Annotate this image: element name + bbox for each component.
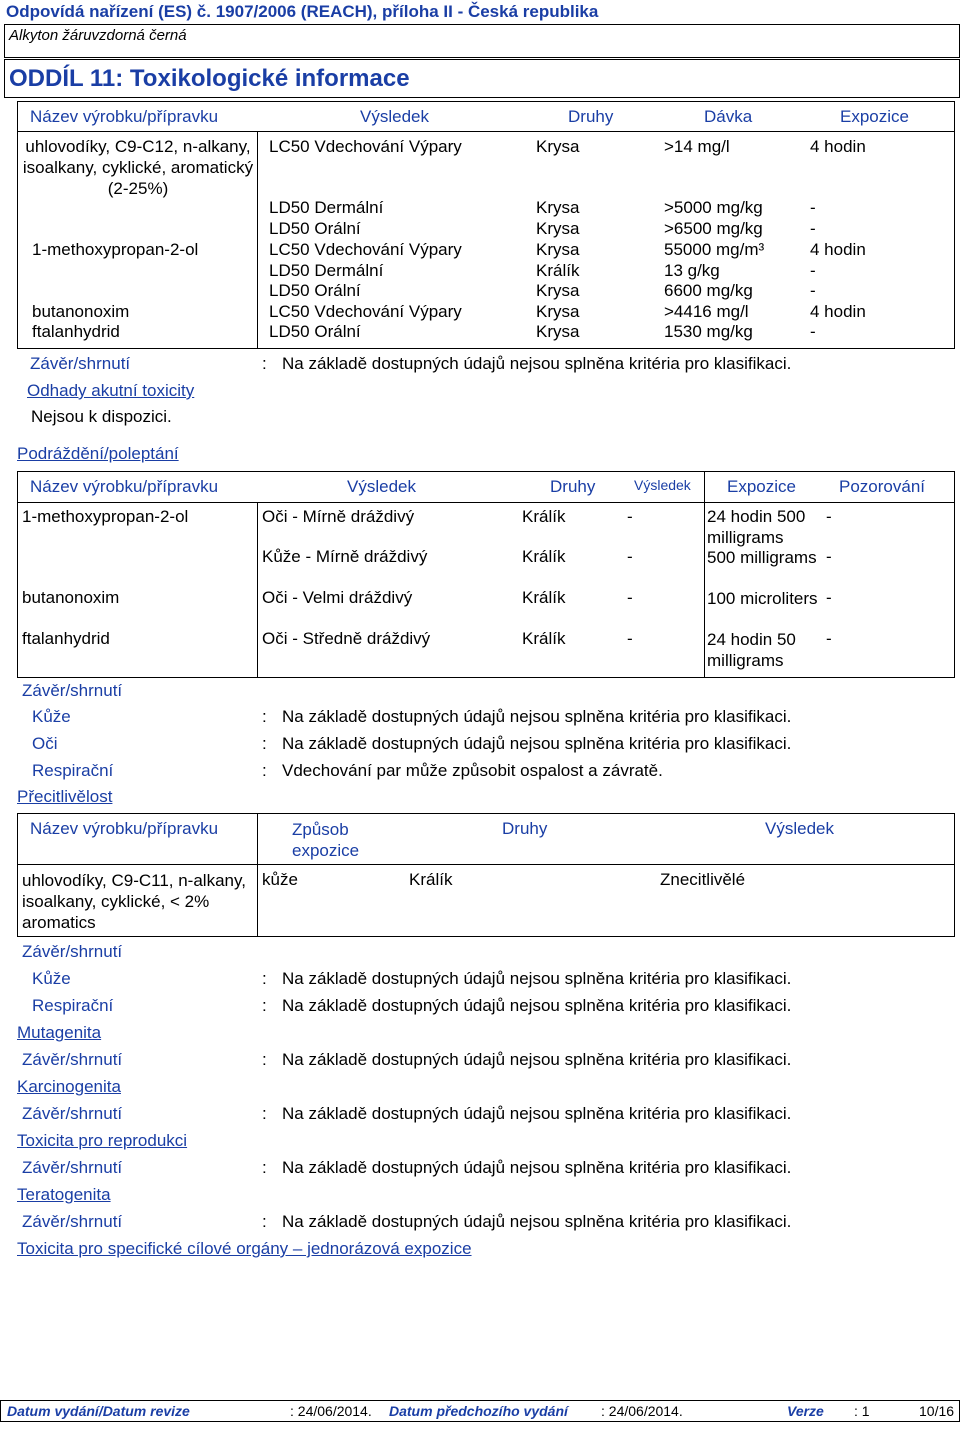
sens-col-product: Název výrobku/přípravku bbox=[30, 819, 219, 838]
colon: : bbox=[262, 1158, 267, 1177]
sens-conclusion-label: Závěr/shrnutí bbox=[22, 942, 123, 961]
table-row-species: Krysa bbox=[536, 137, 580, 156]
table-row-species: Králík bbox=[522, 547, 566, 566]
table-row-exposure: - bbox=[810, 261, 816, 280]
teratogenicity-title-link[interactable]: Teratogenita bbox=[17, 1185, 111, 1204]
sensitization-title-link[interactable]: Přecitlivělost bbox=[17, 787, 113, 806]
table-row-exposure: 4 hodin bbox=[810, 240, 866, 259]
irr-resp-label: Respirační bbox=[32, 761, 114, 780]
mutagenicity-conclusion-text: Na základě dostupných údajů nejsou splněna kritéria pro klasifikaci. bbox=[282, 1050, 792, 1069]
sens-skin-label: Kůže bbox=[32, 969, 71, 988]
table-row-exposure: 500 milligrams bbox=[707, 548, 817, 567]
table-row-result: LD50 Orální bbox=[269, 281, 361, 300]
carcinogenicity-conclusion-text: Na základě dostupných údajů nejsou splněna kritéria pro klasifikaci. bbox=[282, 1104, 792, 1123]
table-row-observation: - bbox=[826, 547, 832, 566]
page-footer bbox=[0, 1400, 960, 1422]
table-row-exposure: 24 hodin 50 milligrams bbox=[707, 630, 796, 670]
table-row-observation: - bbox=[826, 588, 832, 607]
table-row-score: - bbox=[627, 547, 633, 566]
sens-resp-label: Respirační bbox=[32, 996, 114, 1015]
colon: : bbox=[262, 707, 267, 726]
table-row-result: LC50 Vdechování Výpary bbox=[269, 137, 462, 156]
table-row-product: 1-methoxypropan-2-ol bbox=[32, 240, 199, 259]
colon: : bbox=[262, 734, 267, 753]
footer-version-label: Verze bbox=[787, 1403, 824, 1419]
table-row-species: Králík bbox=[522, 629, 566, 648]
table-row-result: Oči - Mírně dráždivý bbox=[262, 507, 415, 526]
regulation-header: Odpovídá nařízení (ES) č. 1907/2006 (REACH), příloha II - Česká republika bbox=[6, 2, 599, 21]
reproductive-title-link[interactable]: Toxicita pro reprodukci bbox=[17, 1131, 188, 1150]
sens-col-route: Způsob expozice bbox=[292, 820, 360, 860]
acute-col-product: Název výrobku/přípravku bbox=[30, 107, 219, 126]
table-row-result: Oči - Velmi dráždivý bbox=[262, 588, 413, 607]
acute-conclusion-text: Na základě dostupných údajů nejsou splněna kritéria pro klasifikaci. bbox=[282, 354, 792, 373]
table-row-dose: 13 g/kg bbox=[664, 261, 720, 280]
table-row-dose: >14 mg/l bbox=[664, 137, 730, 156]
product-name-box bbox=[4, 24, 960, 58]
table-row-observation: - bbox=[826, 629, 832, 648]
irr-col-result: Výsledek bbox=[347, 477, 416, 496]
section-title-box bbox=[4, 59, 960, 98]
sens-col-result: Výsledek bbox=[765, 819, 834, 838]
colon: : bbox=[262, 1050, 267, 1069]
table-row-product: uhlovodíky, C9-C11, n-alkany, isoalkany, cyklické, < 2% aromatics bbox=[22, 871, 246, 932]
product-name: Alkyton žáruvzdorná černá bbox=[9, 27, 187, 44]
reproductive-conclusion-label: Závěr/shrnutí bbox=[22, 1158, 123, 1177]
table-row-exposure: 4 hodin bbox=[810, 302, 866, 321]
table-row-dose: 1530 mg/kg bbox=[664, 322, 753, 341]
irr-col-exposure: Expozice bbox=[727, 477, 796, 496]
colon: : bbox=[262, 996, 267, 1015]
irr-skin-label: Kůže bbox=[32, 707, 71, 726]
acute-col-result: Výsledek bbox=[360, 107, 429, 126]
irr-col-observation: Pozorování bbox=[839, 477, 925, 496]
table-row-species: Králík bbox=[536, 261, 580, 280]
acute-estimates-text: Nejsou k dispozici. bbox=[31, 407, 172, 426]
acute-col-exposure: Expozice bbox=[840, 107, 909, 126]
table-row-result: LC50 Vdechování Výpary bbox=[269, 302, 462, 321]
colon: : bbox=[262, 1104, 267, 1123]
acute-estimates-link[interactable]: Odhady akutní toxicity bbox=[27, 381, 195, 400]
table-row-product: butanonoxim bbox=[32, 302, 130, 321]
table-row-species: Králík bbox=[522, 507, 566, 526]
irr-conclusion-label: Závěr/shrnutí bbox=[22, 681, 123, 700]
table-row-dose: >6500 mg/kg bbox=[664, 219, 763, 238]
table-row-exposure: 24 hodin 500 milligrams bbox=[707, 507, 806, 547]
table-row-route: kůže bbox=[262, 870, 298, 889]
table-row-product: 1-methoxypropan-2-ol bbox=[22, 507, 189, 526]
irr-resp-text: Vdechování par může způsobit ospalost a závratě. bbox=[282, 761, 663, 780]
mutagenicity-conclusion-label: Závěr/shrnutí bbox=[22, 1050, 123, 1069]
footer-prev-label: Datum předchozího vydání bbox=[389, 1403, 568, 1419]
teratogenicity-conclusion-label: Závěr/shrnutí bbox=[22, 1212, 123, 1231]
table-row-exposure: - bbox=[810, 198, 816, 217]
table-row-result: LD50 Orální bbox=[269, 219, 361, 238]
table-row-species: Králík bbox=[409, 870, 453, 889]
table-row-species: Krysa bbox=[536, 322, 580, 341]
table-row-dose: >4416 mg/l bbox=[664, 302, 749, 321]
table-row-score: - bbox=[627, 507, 633, 526]
irr-col-product: Název výrobku/přípravku bbox=[30, 477, 219, 496]
sens-col-species: Druhy bbox=[502, 819, 548, 838]
table-row-species: Krysa bbox=[536, 281, 580, 300]
table-row-dose: 6600 mg/kg bbox=[664, 281, 753, 300]
table-row-exposure: - bbox=[810, 219, 816, 238]
acute-conclusion-label: Závěr/shrnutí bbox=[30, 354, 131, 373]
acute-col-dose: Dávka bbox=[704, 107, 753, 126]
acute-col-species: Druhy bbox=[568, 107, 614, 126]
table-row-dose: >5000 mg/kg bbox=[664, 198, 763, 217]
footer-page-number: 10/16 bbox=[919, 1403, 955, 1419]
irr-skin-text: Na základě dostupných údajů nejsou splněna kritéria pro klasifikaci. bbox=[282, 707, 792, 726]
table-row-observation: - bbox=[826, 507, 832, 526]
irr-eyes-text: Na základě dostupných údajů nejsou splněna kritéria pro klasifikaci. bbox=[282, 734, 792, 753]
colon: : bbox=[262, 969, 267, 988]
table-row-product: uhlovodíky, C9-C12, n-alkany, isoalkany, cyklické, aromatický (2-25%) bbox=[22, 137, 254, 198]
colon: : bbox=[262, 1212, 267, 1231]
irr-col-species: Druhy bbox=[550, 477, 596, 496]
footer-version-value: : 1 bbox=[854, 1403, 870, 1419]
table-row-exposure: - bbox=[810, 281, 816, 300]
colon: : bbox=[262, 761, 267, 780]
table-row-species: Krysa bbox=[536, 198, 580, 217]
reproductive-conclusion-text: Na základě dostupných údajů nejsou splněna kritéria pro klasifikaci. bbox=[282, 1158, 792, 1177]
colon: : bbox=[262, 354, 267, 373]
table-row-product: ftalanhydrid bbox=[32, 322, 120, 341]
table-row-species: Krysa bbox=[536, 219, 580, 238]
table-row-exposure: 4 hodin bbox=[810, 137, 866, 156]
carcinogenicity-title-link[interactable]: Karcinogenita bbox=[17, 1077, 121, 1096]
table-row-result: LD50 Dermální bbox=[269, 261, 384, 280]
table-row-product: ftalanhydrid bbox=[22, 629, 110, 648]
table-row-score: - bbox=[627, 588, 633, 607]
sens-skin-text: Na základě dostupných údajů nejsou splněna kritéria pro klasifikaci. bbox=[282, 969, 792, 988]
table-row-score: - bbox=[627, 629, 633, 648]
table-row-dose: 55000 mg/m³ bbox=[664, 240, 765, 259]
section-title: ODDÍL 11: Toxikologické informace bbox=[9, 65, 410, 92]
footer-prev-date: : 24/06/2014. bbox=[601, 1403, 683, 1419]
table-row-species: Králík bbox=[522, 588, 566, 607]
table-row-exposure: - bbox=[810, 322, 816, 341]
irritation-title-link[interactable]: Podráždění/poleptání bbox=[17, 444, 179, 463]
footer-issue-label: Datum vydání/Datum revize bbox=[7, 1403, 190, 1419]
table-row-result: Kůže - Mírně dráždivý bbox=[262, 547, 428, 566]
table-row-result: Znecitlivělé bbox=[660, 870, 746, 889]
teratogenicity-conclusion-text: Na základě dostupných údajů nejsou splněna kritéria pro klasifikaci. bbox=[282, 1212, 792, 1231]
table-row-species: Krysa bbox=[536, 240, 580, 259]
table-row-result: Oči - Středně dráždivý bbox=[262, 629, 431, 648]
irr-eyes-label: Oči bbox=[32, 734, 58, 753]
carcinogenicity-conclusion-label: Závěr/shrnutí bbox=[22, 1104, 123, 1123]
table-row-exposure: 100 microliters bbox=[707, 589, 818, 608]
stot-single-title-link[interactable]: Toxicita pro specifické cílové orgány – jednorázová expozice bbox=[17, 1239, 472, 1258]
table-row-result: LD50 Dermální bbox=[269, 198, 384, 217]
irr-col-score: Výsledek bbox=[634, 477, 691, 493]
table-row-result: LC50 Vdechování Výpary bbox=[269, 240, 462, 259]
table-row-product: butanonoxim bbox=[22, 588, 120, 607]
table-row-species: Krysa bbox=[536, 302, 580, 321]
mutagenicity-title-link[interactable]: Mutagenita bbox=[17, 1023, 102, 1042]
table-row-result: LD50 Orální bbox=[269, 322, 361, 341]
sens-resp-text: Na základě dostupných údajů nejsou splněna kritéria pro klasifikaci. bbox=[282, 996, 792, 1015]
footer-issue-date: : 24/06/2014. bbox=[290, 1403, 372, 1419]
